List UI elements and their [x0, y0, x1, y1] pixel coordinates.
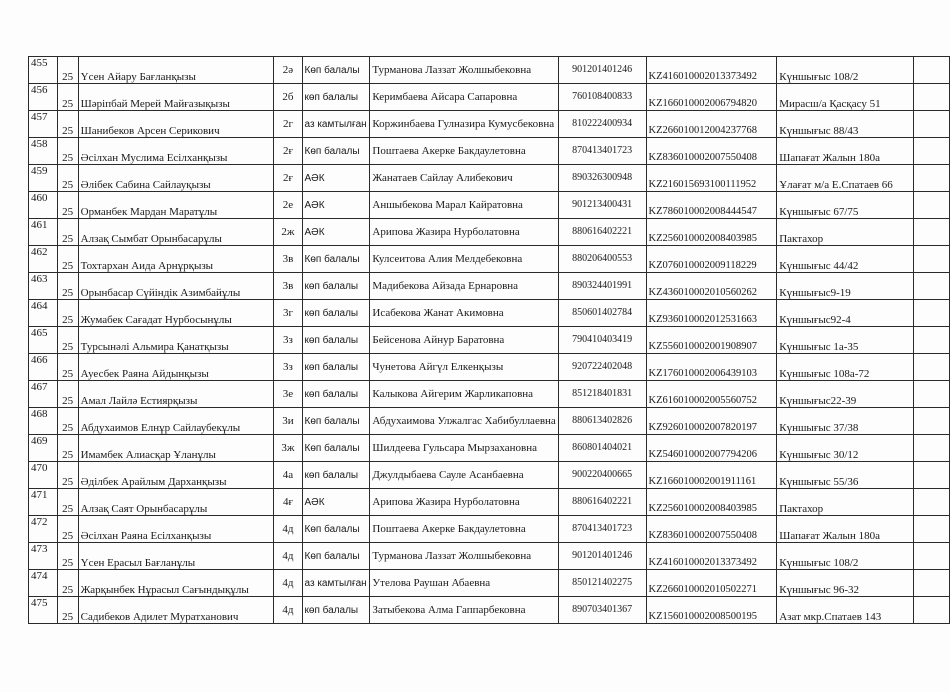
parent-iin: 810222400934 [558, 111, 646, 138]
address: Күншығыс 96-32 [777, 570, 914, 597]
parent-name: Арипова Жазира Нурболатовна [370, 219, 558, 246]
student-name: Тохтархан Аида Арнұрқызы [78, 246, 274, 273]
bank-account: KZ926010002007820197 [646, 408, 777, 435]
grade-code: 25 [57, 408, 78, 435]
empty-cell [913, 408, 949, 435]
empty-cell [913, 57, 949, 84]
family-category: АӘК [302, 192, 370, 219]
address: Мирасш/а Қасқасу 51 [777, 84, 914, 111]
table-row [29, 489, 950, 516]
grade-code: 25 [57, 543, 78, 570]
family-category: Көп балалы [302, 138, 370, 165]
empty-cell [913, 543, 949, 570]
bank-account: KZ266010002010502271 [646, 570, 777, 597]
bank-account: KZ786010002008444547 [646, 192, 777, 219]
address: Күншығыс 1а-35 [777, 327, 914, 354]
bank-account: KZ076010002009118229 [646, 246, 777, 273]
parent-iin: 850121402275 [558, 570, 646, 597]
parent-name: Керимбаева Айсара Сапаровна [370, 84, 558, 111]
address: Күншығыс9-19 [777, 273, 914, 300]
student-name: Әлібек Сабина Сайлауқызы [78, 165, 274, 192]
table-row [29, 543, 950, 570]
class-name: 4д [274, 597, 302, 624]
class-name: 3г [274, 300, 302, 327]
bank-account: KZ216015693100111952 [646, 165, 777, 192]
family-category: Көп балалы [302, 408, 370, 435]
address: Күншығыс 67/75 [777, 192, 914, 219]
table-row [29, 138, 950, 165]
parent-iin: 901201401246 [558, 57, 646, 84]
family-category: Көп балалы [302, 246, 370, 273]
table-row [29, 273, 950, 300]
parent-iin: 851218401831 [558, 381, 646, 408]
row-number: 466 [29, 354, 58, 381]
grade-code: 25 [57, 516, 78, 543]
student-name: Әсілхан Раяна Есілханқызы [78, 516, 274, 543]
parent-name: Чунетова Айгүл Елкенқызы [370, 354, 558, 381]
empty-cell [913, 354, 949, 381]
bank-account: KZ176010002006439103 [646, 354, 777, 381]
row-number: 472 [29, 516, 58, 543]
grade-code: 25 [57, 354, 78, 381]
student-name: Алзақ Саят Орынбасарұлы [78, 489, 274, 516]
class-name: 4ғ [274, 489, 302, 516]
class-name: 3в [274, 246, 302, 273]
row-number: 467 [29, 381, 58, 408]
table-row [29, 408, 950, 435]
class-name: 2г [274, 111, 302, 138]
class-name: 4а [274, 462, 302, 489]
parent-iin: 901213400431 [558, 192, 646, 219]
row-number: 471 [29, 489, 58, 516]
address: Күншығыс22-39 [777, 381, 914, 408]
class-name: 4д [274, 570, 302, 597]
student-name: Турсынәлі Альмира Қанатқызы [78, 327, 274, 354]
student-name: Амал Лайлә Естиярқызы [78, 381, 274, 408]
parent-iin: 890326300948 [558, 165, 646, 192]
address: Күншығыс 88/43 [777, 111, 914, 138]
empty-cell [913, 300, 949, 327]
empty-cell [913, 516, 949, 543]
parent-iin: 760108400833 [558, 84, 646, 111]
family-category: көп балалы [302, 300, 370, 327]
empty-cell [913, 273, 949, 300]
empty-cell [913, 597, 949, 624]
grade-code: 25 [57, 111, 78, 138]
bank-account: KZ936010002012531663 [646, 300, 777, 327]
bank-account: KZ256010002008403985 [646, 219, 777, 246]
row-number: 469 [29, 435, 58, 462]
class-name: 2е [274, 192, 302, 219]
address: Күншығыс 37/38 [777, 408, 914, 435]
class-name: 3в [274, 273, 302, 300]
family-category: аз камтылған [302, 111, 370, 138]
grade-code: 25 [57, 327, 78, 354]
class-name: 3е [274, 381, 302, 408]
parent-iin: 880206400553 [558, 246, 646, 273]
empty-cell [913, 435, 949, 462]
bank-account: KZ436010002010560262 [646, 273, 777, 300]
parent-name: Аншыбекова Марал Кайратовна [370, 192, 558, 219]
table-row [29, 246, 950, 273]
bank-account: KZ266010012004237768 [646, 111, 777, 138]
family-category: аз камтылған [302, 570, 370, 597]
table-row [29, 165, 950, 192]
parent-iin: 900220400665 [558, 462, 646, 489]
parent-name: Поштаева Акерке Бакдаулетовна [370, 138, 558, 165]
bank-account: KZ256010002008403985 [646, 489, 777, 516]
empty-cell [913, 111, 949, 138]
parent-name: Утелова Раушан Абаевна [370, 570, 558, 597]
student-name: Алзақ Сымбат Орынбасарұлы [78, 219, 274, 246]
grade-code: 25 [57, 84, 78, 111]
bank-account: KZ616010002005560752 [646, 381, 777, 408]
class-name: 3з [274, 327, 302, 354]
student-roster-table [28, 56, 950, 624]
address: Күншығыс 55/36 [777, 462, 914, 489]
family-category: Көп балалы [302, 57, 370, 84]
grade-code: 25 [57, 570, 78, 597]
table-row [29, 57, 950, 84]
parent-name: Затыбекова Алма Гаппарбековна [370, 597, 558, 624]
parent-iin: 860801404021 [558, 435, 646, 462]
parent-name: Кулсеитова Алия Мелдебековна [370, 246, 558, 273]
grade-code: 25 [57, 138, 78, 165]
empty-cell [913, 192, 949, 219]
grade-code: 25 [57, 462, 78, 489]
parent-iin: 901201401246 [558, 543, 646, 570]
address: Күншығыс92-4 [777, 300, 914, 327]
student-name: Үсен Айару Бағланқызы [78, 57, 274, 84]
row-number: 457 [29, 111, 58, 138]
row-number: 468 [29, 408, 58, 435]
row-number: 455 [29, 57, 58, 84]
grade-code: 25 [57, 57, 78, 84]
family-category: Көп балалы [302, 435, 370, 462]
address: Ұлағат м/а Е.Спатаев 66 [777, 165, 914, 192]
bank-account: KZ156010002008500195 [646, 597, 777, 624]
family-category: көп балалы [302, 84, 370, 111]
table-row [29, 516, 950, 543]
grade-code: 25 [57, 300, 78, 327]
row-number: 464 [29, 300, 58, 327]
parent-iin: 850601402784 [558, 300, 646, 327]
empty-cell [913, 219, 949, 246]
family-category: АӘК [302, 219, 370, 246]
table-row [29, 84, 950, 111]
row-number: 460 [29, 192, 58, 219]
parent-iin: 880616402221 [558, 219, 646, 246]
empty-cell [913, 84, 949, 111]
row-number: 462 [29, 246, 58, 273]
grade-code: 25 [57, 192, 78, 219]
address: Күншығыс 44/42 [777, 246, 914, 273]
table-row [29, 111, 950, 138]
table-row [29, 327, 950, 354]
bank-account: KZ836010002007550408 [646, 516, 777, 543]
empty-cell [913, 462, 949, 489]
table-row [29, 354, 950, 381]
bank-account: KZ166010002001911161 [646, 462, 777, 489]
parent-name: Арипова Жазира Нурболатовна [370, 489, 558, 516]
parent-iin: 890703401367 [558, 597, 646, 624]
table-row [29, 462, 950, 489]
row-number: 461 [29, 219, 58, 246]
grade-code: 25 [57, 165, 78, 192]
address: Күншығыс 30/12 [777, 435, 914, 462]
bank-account: KZ546010002007794206 [646, 435, 777, 462]
row-number: 463 [29, 273, 58, 300]
student-name: Ауесбек Раяна Айдынқызы [78, 354, 274, 381]
address: Пактахор [777, 489, 914, 516]
table-row [29, 300, 950, 327]
row-number: 470 [29, 462, 58, 489]
bank-account: KZ166010002006794820 [646, 84, 777, 111]
address: Күншығыс 108/2 [777, 543, 914, 570]
empty-cell [913, 165, 949, 192]
row-number: 475 [29, 597, 58, 624]
address: Шапағат Жалын 180а [777, 138, 914, 165]
table-row [29, 597, 950, 624]
table-row [29, 381, 950, 408]
class-name: 4д [274, 543, 302, 570]
row-number: 458 [29, 138, 58, 165]
parent-iin: 870413401723 [558, 138, 646, 165]
parent-name: Исабекова Жанат Акимовна [370, 300, 558, 327]
table-row [29, 435, 950, 462]
class-name: 2ғ [274, 138, 302, 165]
address: Күншығыс 108/2 [777, 57, 914, 84]
class-name: 2б [274, 84, 302, 111]
parent-name: Калыкова Айгерим Жарликаповна [370, 381, 558, 408]
student-name: Жумабек Сағадат Нурбосынұлы [78, 300, 274, 327]
parent-iin: 880613402826 [558, 408, 646, 435]
empty-cell [913, 327, 949, 354]
student-name: Жарқынбек Нұрасыл Сағындықұлы [78, 570, 274, 597]
class-name: 2ғ [274, 165, 302, 192]
grade-code: 25 [57, 597, 78, 624]
family-category: көп балалы [302, 354, 370, 381]
family-category: АӘК [302, 489, 370, 516]
parent-name: Поштаева Акерке Бакдаулетовна [370, 516, 558, 543]
family-category: көп балалы [302, 327, 370, 354]
student-name: Садибеков Адилет Муратханович [78, 597, 274, 624]
row-number: 456 [29, 84, 58, 111]
student-name: Орманбек Мардан Маратұлы [78, 192, 274, 219]
row-number: 474 [29, 570, 58, 597]
table-row [29, 192, 950, 219]
family-category: Көп балалы [302, 543, 370, 570]
parent-iin: 870413401723 [558, 516, 646, 543]
student-name: Шәріпбай Мерей Майғазықызы [78, 84, 274, 111]
parent-name: Бейсенова Айнур Баратовна [370, 327, 558, 354]
student-name: Үсен Ерасыл Бағланұлы [78, 543, 274, 570]
parent-name: Турманова Лаззат Жолшыбековна [370, 543, 558, 570]
empty-cell [913, 381, 949, 408]
family-category: көп балалы [302, 462, 370, 489]
parent-name: Джулдыбаева Сауле Асанбаевна [370, 462, 558, 489]
parent-name: Коржинбаева Гулназира Кумусбековна [370, 111, 558, 138]
family-category: Көп балалы [302, 516, 370, 543]
table-row [29, 570, 950, 597]
student-name: Орынбасар Сүйіндік Азимбайұлы [78, 273, 274, 300]
class-name: 3з [274, 354, 302, 381]
bank-account: KZ556010002001908907 [646, 327, 777, 354]
empty-cell [913, 138, 949, 165]
class-name: 2ә [274, 57, 302, 84]
parent-name: Турманова Лаззат Жолшыбековна [370, 57, 558, 84]
class-name: 2ж [274, 219, 302, 246]
bank-account: KZ416010002013373492 [646, 57, 777, 84]
parent-iin: 920722402048 [558, 354, 646, 381]
grade-code: 25 [57, 246, 78, 273]
student-name: Әсілхан Муслима Есілханқызы [78, 138, 274, 165]
student-name: Имамбек Алиасқар Ұланұлы [78, 435, 274, 462]
row-number: 473 [29, 543, 58, 570]
address: Азат мкр.Спатаев 143 [777, 597, 914, 624]
address: Шапағат Жалын 180а [777, 516, 914, 543]
class-name: 4д [274, 516, 302, 543]
table-row [29, 219, 950, 246]
empty-cell [913, 246, 949, 273]
student-name: Шанибеков Арсен Серикович [78, 111, 274, 138]
family-category: АӘК [302, 165, 370, 192]
family-category: көп балалы [302, 597, 370, 624]
family-category: көп балалы [302, 273, 370, 300]
parent-name: Мадибекова Айзада Ернаровна [370, 273, 558, 300]
address: Күншығыс 108а-72 [777, 354, 914, 381]
grade-code: 25 [57, 435, 78, 462]
class-name: 3ж [274, 435, 302, 462]
row-number: 465 [29, 327, 58, 354]
student-name: Әділбек Арайлым Дарханқызы [78, 462, 274, 489]
student-name: Абдухаимов Елнұр Сайлаубекұлы [78, 408, 274, 435]
family-category: көп балалы [302, 381, 370, 408]
address: Пактахор [777, 219, 914, 246]
grade-code: 25 [57, 489, 78, 516]
parent-name: Шилдеева Гульсара Мырзахановна [370, 435, 558, 462]
grade-code: 25 [57, 381, 78, 408]
parent-iin: 890324401991 [558, 273, 646, 300]
parent-name: Абдухаимова Улжалгас Хабибуллаевна [370, 408, 558, 435]
bank-account: KZ416010002013373492 [646, 543, 777, 570]
parent-iin: 880616402221 [558, 489, 646, 516]
empty-cell [913, 489, 949, 516]
empty-cell [913, 570, 949, 597]
grade-code: 25 [57, 273, 78, 300]
grade-code: 25 [57, 219, 78, 246]
parent-iin: 790410403419 [558, 327, 646, 354]
class-name: 3и [274, 408, 302, 435]
bank-account: KZ836010002007550408 [646, 138, 777, 165]
parent-name: Жанатаев Сайлау Алибекович [370, 165, 558, 192]
row-number: 459 [29, 165, 58, 192]
